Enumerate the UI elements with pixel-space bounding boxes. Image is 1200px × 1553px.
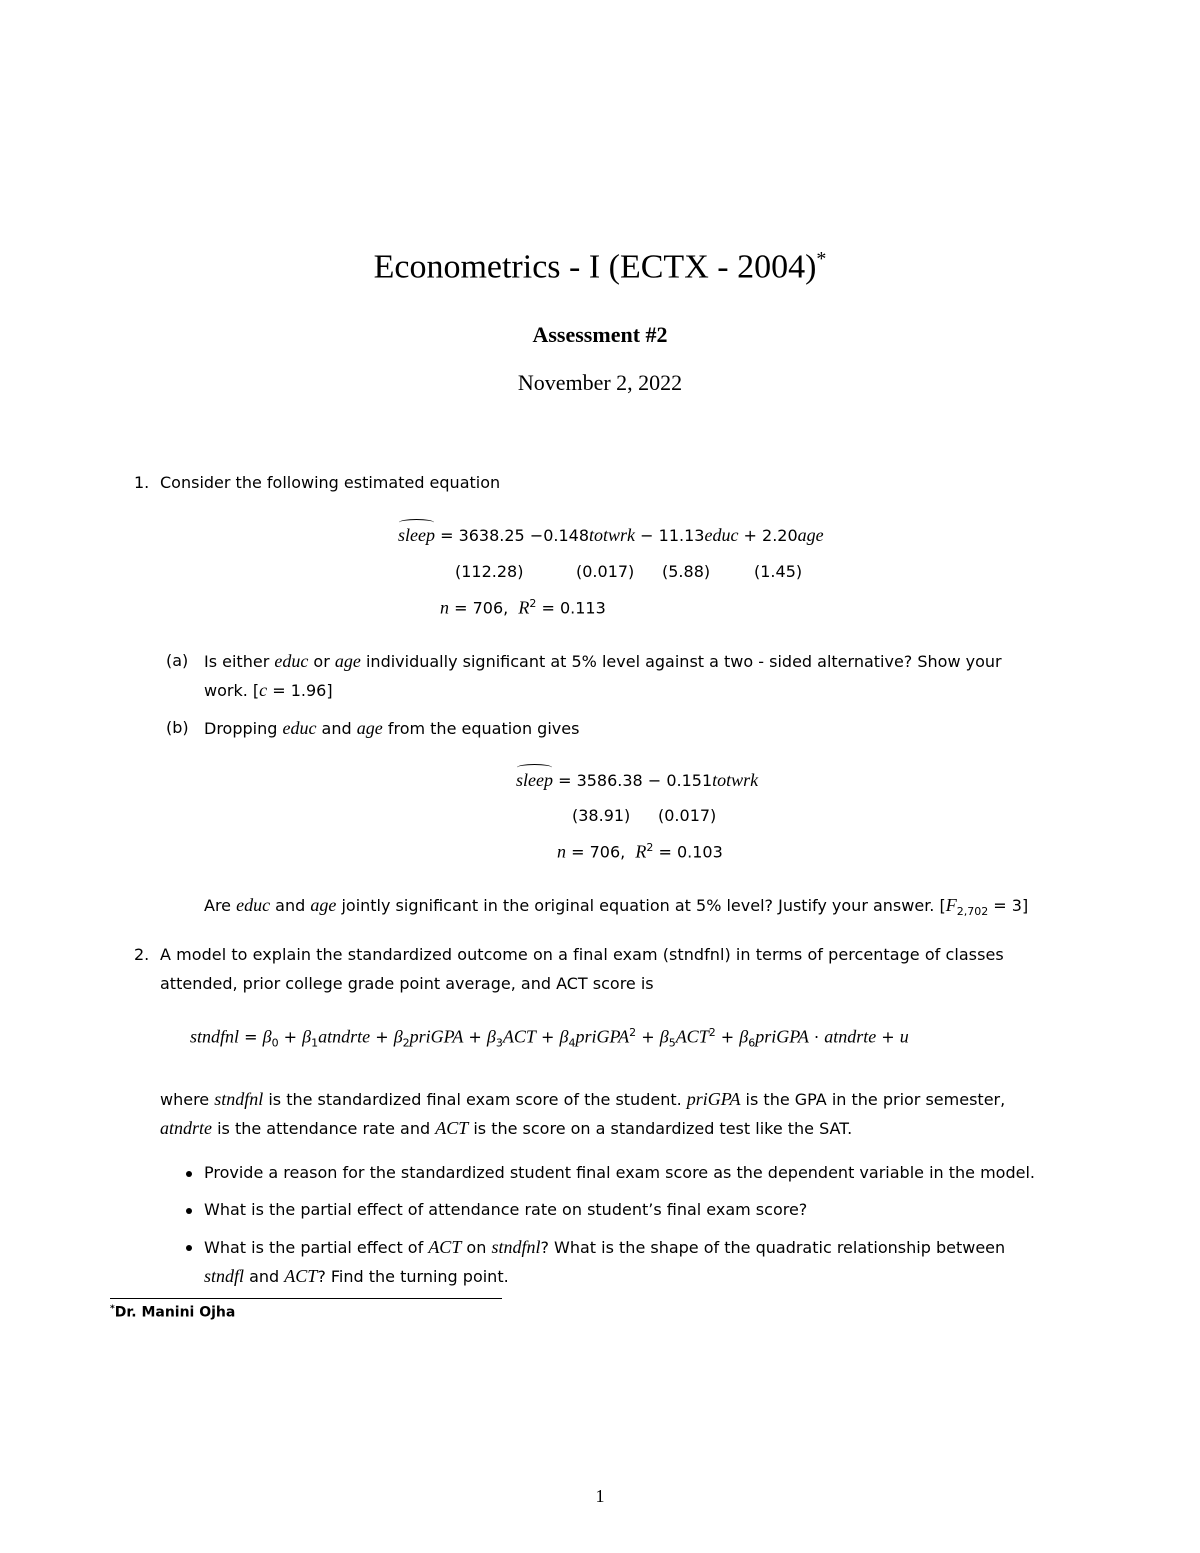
eq2-stats: n = 706, $R^2 = 0.103$ bbox=[557, 841, 723, 862]
q2-where-line1: where stndfnl is the standardized final exam score of the student. priGPA is the GPA in the prior semester, bbox=[160, 1089, 1006, 1109]
eq2-lhs: sleep bbox=[516, 770, 553, 790]
q1-intro: Consider the following estimated equation bbox=[160, 473, 501, 492]
bullet-2 bbox=[186, 1208, 192, 1214]
q1-joint-question: Are educ and age jointly significant in the original equation at 5% level? Justify your answer. $[F_{2,702} = 3]$ bbox=[204, 895, 1029, 919]
q2-bullet-3-line2: stndfl and ACT? Find the turning point. bbox=[204, 1266, 509, 1286]
eq1-se-const: (112.28) bbox=[455, 562, 524, 581]
q2-line2: attended, prior college grade point average, and ACT score is bbox=[160, 974, 654, 993]
q2-bullet-2: What is the partial effect of attendance rate on student’s final exam score? bbox=[204, 1200, 808, 1219]
eq1-se-educ: (5.88) bbox=[662, 562, 711, 581]
equation-1: sleep = 3638.25 −0.148totwrk − 11.13educ + 2.20age bbox=[398, 525, 824, 545]
q1-part-a-line1: Is either educ or age individually significant at 5% level against a two - sided alternative? Show your bbox=[204, 651, 1002, 671]
page-title: Econometrics - I (ECTX - 2004)* bbox=[373, 248, 827, 286]
footnote-marker: * bbox=[816, 248, 827, 270]
eq1-stats: n = 706, $R^2 = 0.113$ bbox=[440, 597, 606, 618]
bullet-1 bbox=[186, 1171, 192, 1177]
q1-number: 1. bbox=[134, 473, 150, 492]
q2-where-line2: atndrte is the attendance rate and ACT is the score on a standardized test like the SAT. bbox=[160, 1118, 853, 1138]
bullet-3 bbox=[186, 1245, 192, 1251]
page-number: 1 bbox=[595, 1486, 605, 1506]
q2-bullet-1: Provide a reason for the standardized student final exam score as the dependent variable in the model. bbox=[204, 1163, 1035, 1182]
equation-3: stndfnl = $\beta_0$ + $\beta_1atndrte$ + $\beta_2priGPA + \beta_3ACT$ + $\beta_4priGPA^2 + \beta_5ACT^2$ + $\beta_6priGPA$ · atndrte + u bbox=[190, 1026, 909, 1050]
q2-line1: A model to explain the standardized outcome on a final exam (stndfnl) in terms of percentage of classes bbox=[160, 945, 1004, 964]
footnote-rule bbox=[110, 1298, 502, 1299]
eq2-se-const: (38.91) bbox=[572, 806, 631, 825]
q2-number: 2. bbox=[134, 945, 150, 964]
equation-2: sleep = 3586.38 − 0.151totwrk bbox=[516, 770, 759, 790]
eq1-se-totwrk: (0.017) bbox=[576, 562, 635, 581]
q1-part-b-text: Dropping educ and age from the equation gives bbox=[204, 718, 580, 738]
eq1-lhs: sleep bbox=[398, 525, 435, 545]
q2-bullet-3-line1: What is the partial effect of ACT on stndfnl? What is the shape of the quadratic relationship between bbox=[204, 1237, 1006, 1257]
footnote: *Dr. Manini Ojha bbox=[110, 1304, 236, 1321]
q1-part-b-label: (b) bbox=[166, 718, 189, 737]
eq2-se-totwrk: (0.017) bbox=[658, 806, 717, 825]
eq1-se-age: (1.45) bbox=[754, 562, 803, 581]
q1-part-a-line2: work. [c = 1.96] bbox=[204, 680, 333, 700]
assessment-date: November 2, 2022 bbox=[517, 370, 683, 395]
assessment-subtitle: Assessment #2 bbox=[532, 322, 668, 347]
q1-part-a-label: (a) bbox=[166, 651, 189, 670]
